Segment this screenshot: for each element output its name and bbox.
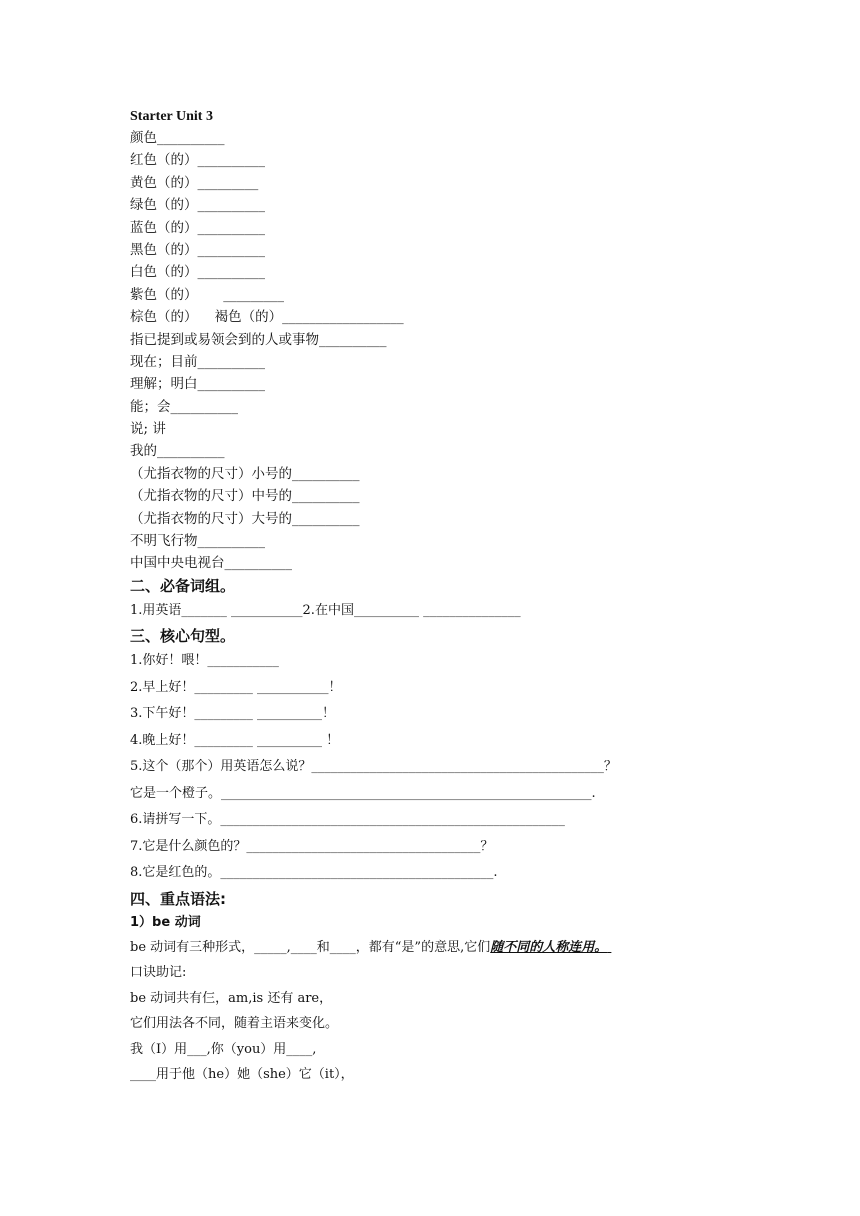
vocab-item: 红色（的）__________ (130, 152, 265, 169)
vocab-item: 颜色__________ (130, 130, 225, 146)
vocab-item: （尤指衣物的尺寸）小号的__________ (130, 465, 360, 482)
vocab-item: 现在；目前__________ (130, 353, 265, 370)
sentence-line: 2.早上好！_________ ___________！ (130, 679, 342, 695)
sentence-line: 1.你好！喂！___________ (130, 653, 279, 669)
vocab-item: 说; 讲 (130, 421, 166, 438)
unit-title: Starter Unit 3 (130, 109, 213, 124)
sentence-line: 3.下午好！_________ __________！ (130, 706, 336, 722)
vocab-item: 我的__________ (130, 443, 225, 460)
vocab-item: （尤指衣物的尺寸）大号的__________ (130, 510, 360, 527)
grammar-intro-tail (607, 940, 611, 955)
grammar-intro-line (130, 935, 770, 961)
vocab-item: 蓝色（的）__________ (130, 219, 265, 236)
grammar-subheading: 1）be 动词 (130, 914, 201, 930)
section-heading-sentences: 三、核心句型。 (130, 627, 236, 646)
vocab-item: 紫色（的） _________ (130, 286, 284, 303)
vocabulary-list (130, 127, 770, 575)
vocab-item: 绿色（的）__________ (130, 197, 265, 214)
sentence-line: 5.这个（那个）用英语怎么说？_____________________________________________？ (130, 759, 617, 775)
sentence-line: 4.晚上好！_________ __________ ！ (130, 732, 340, 748)
grammar-intro-text: be 动词有三种形式，_____,____和____，都有“是”的意思,它们 (130, 939, 491, 955)
vocab-item: 棕色（的） 褐色（的）__________________ (130, 309, 404, 326)
sentence-line: 7.它是什么颜色的？____________________________________？ (130, 838, 494, 854)
vocab-item: 理解；明白__________ (130, 376, 265, 393)
grammar-line: be 动词共有仨，am,is 还有 are， (130, 990, 333, 1006)
worksheet-content (130, 107, 770, 1088)
vocab-item: 黑色（的）__________ (130, 241, 265, 258)
vocab-item: 白色（的）__________ (130, 264, 265, 281)
grammar-intro-emphasis: 随不同的人称连用。 (490, 939, 608, 955)
grammar-line: 口诀助记: (130, 965, 187, 981)
vocab-item: 中国中央电视台__________ (130, 555, 292, 572)
vocab-item: 不明飞行物__________ (130, 533, 265, 550)
sentence-line: 8.它是红色的。__________________________________________. (130, 865, 498, 881)
sentence-line: 它是一个橙子。_________________________________________________________. (130, 785, 596, 801)
vocab-item: 指已提到或易领会到的人或事物__________ (130, 331, 387, 348)
section-heading-grammar: 四、重点语法: (130, 889, 226, 908)
phrase-line: 1.用英语_______ ___________2.在中国__________ _______________ (130, 602, 521, 618)
vocab-item: （尤指衣物的尺寸）中号的__________ (130, 488, 360, 505)
section-heading-phrases: 二、必备词组。 (130, 576, 236, 595)
grammar-line: 它们用法各不同，随着主语来变化。 (130, 1016, 339, 1032)
grammar-line: 我（I）用___,你（you）用____, (130, 1041, 317, 1057)
sentence-line: 6.请拼写一下。_____________________________________________________ (130, 812, 565, 828)
grammar-line: ____用于他（he）她（she）它（it）， (130, 1067, 354, 1083)
vocab-item: 黄色（的）_________ (130, 174, 259, 191)
vocab-item: 能；会__________ (130, 398, 238, 415)
